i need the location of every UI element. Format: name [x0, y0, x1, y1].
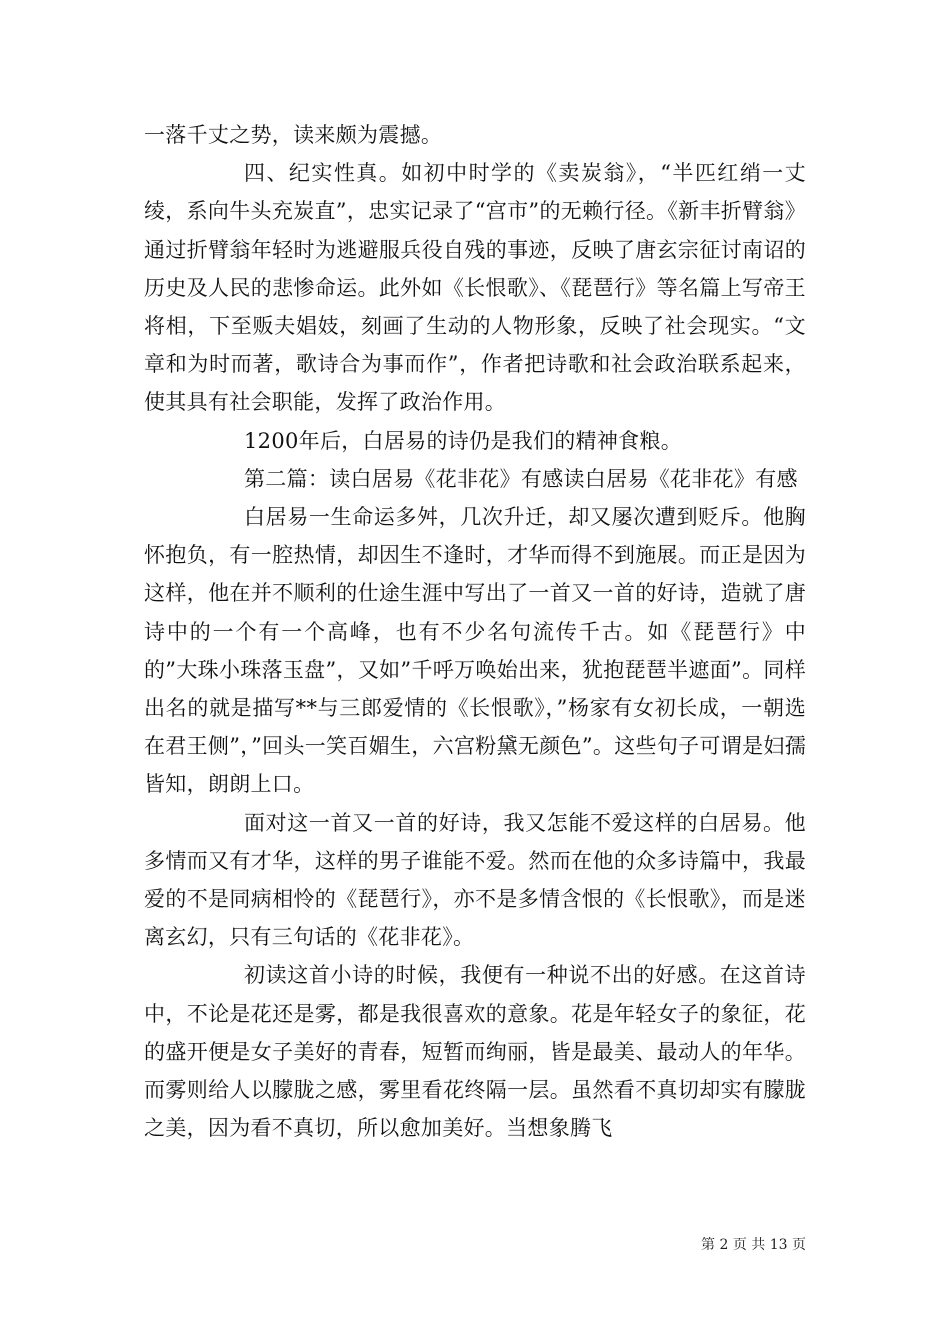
document-body — [144, 116, 806, 1147]
paragraph-first-reading: 初读这首小诗的时候，我便有一种说不出的好感。在这首诗中，不论是花还是雾，都是我很喜欢的意象。花是年轻女子的象征，花的盛开便是女子美好的青春，短暂而绚丽，皆是最美、最动人的年华。而雾则给人以朦胧之感，雾里看花终隔一层。虽然看不真切却实有朦胧之美，因为看不真切，所以愈加美好。当想象腾飞 — [144, 963, 806, 1141]
paragraph-bai-juyi-life: 白居易一生命运多舛，几次升迁，却又屡次遭到贬斥。他胸怀抱负，有一腔热情，却因生不逢时，才华而得不到施展。而正是因为这样，他在并不顺利的仕途生涯中写出了一首又一首的好诗，造就了唐诗中的一个有一个高峰，也有不少名句流传千古。如《琵琶行》中的”大珠小珠落玉盘”，又如”千呼万唤始出来，犹抱琵琶半遮面”。同样出名的就是描写**与三郎爱情的《长恨歌》，”杨家有女初长成，一朝选在君王侧”，”回头一笑百媚生，六宫粉黛无颜色”。这些句子可谓是妇孺皆知，朗朗上口。 — [144, 505, 806, 797]
page-number-footer: 第 2 页 共 13 页 — [701, 1237, 806, 1253]
section-heading-part-two: 第二篇：读白居易《花非花》有感读白居易《花非花》有感 — [244, 466, 798, 491]
paragraph-favorite-poem: 面对这一首又一首的好诗，我又怎能不爱这样的白居易。他多情而又有才华，这样的男子谁能不爱。然而在他的众多诗篇中，我最爱的不是同病相怜的《琵琶行》，亦不是多情含恨的《长恨歌》，而是迷离玄幻，只有三句话的《花非花》。 — [144, 810, 806, 950]
paragraph-1200-years: 1200年后，白居易的诗仍是我们的精神食粮。 — [244, 428, 683, 453]
paragraph-documentary-truth: 四、纪实性真。如初中时学的《卖炭翁》，“半匹红绡一丈绫，系向牛头充炭直”，忠实记录了“宫市”的无赖行径。《新丰折臂翁》通过折臂翁年轻时为逃避服兵役自残的事迹，反映了唐玄宗征讨南诏的历史及人民的悲惨命运。此外如《长恨歌》、《琵琶行》等名篇上写帝王将相，下至贩夫娼妓，刻画了生动的人物形象，反映了社会现实。“文章和为时而著，歌诗合为事而作”，作者把诗歌和社会政治联系起来，使其具有社会职能，发挥了政治作用。 — [144, 161, 806, 415]
paragraph-continuation: 一落千丈之势，读来颇为震撼。 — [144, 123, 443, 147]
